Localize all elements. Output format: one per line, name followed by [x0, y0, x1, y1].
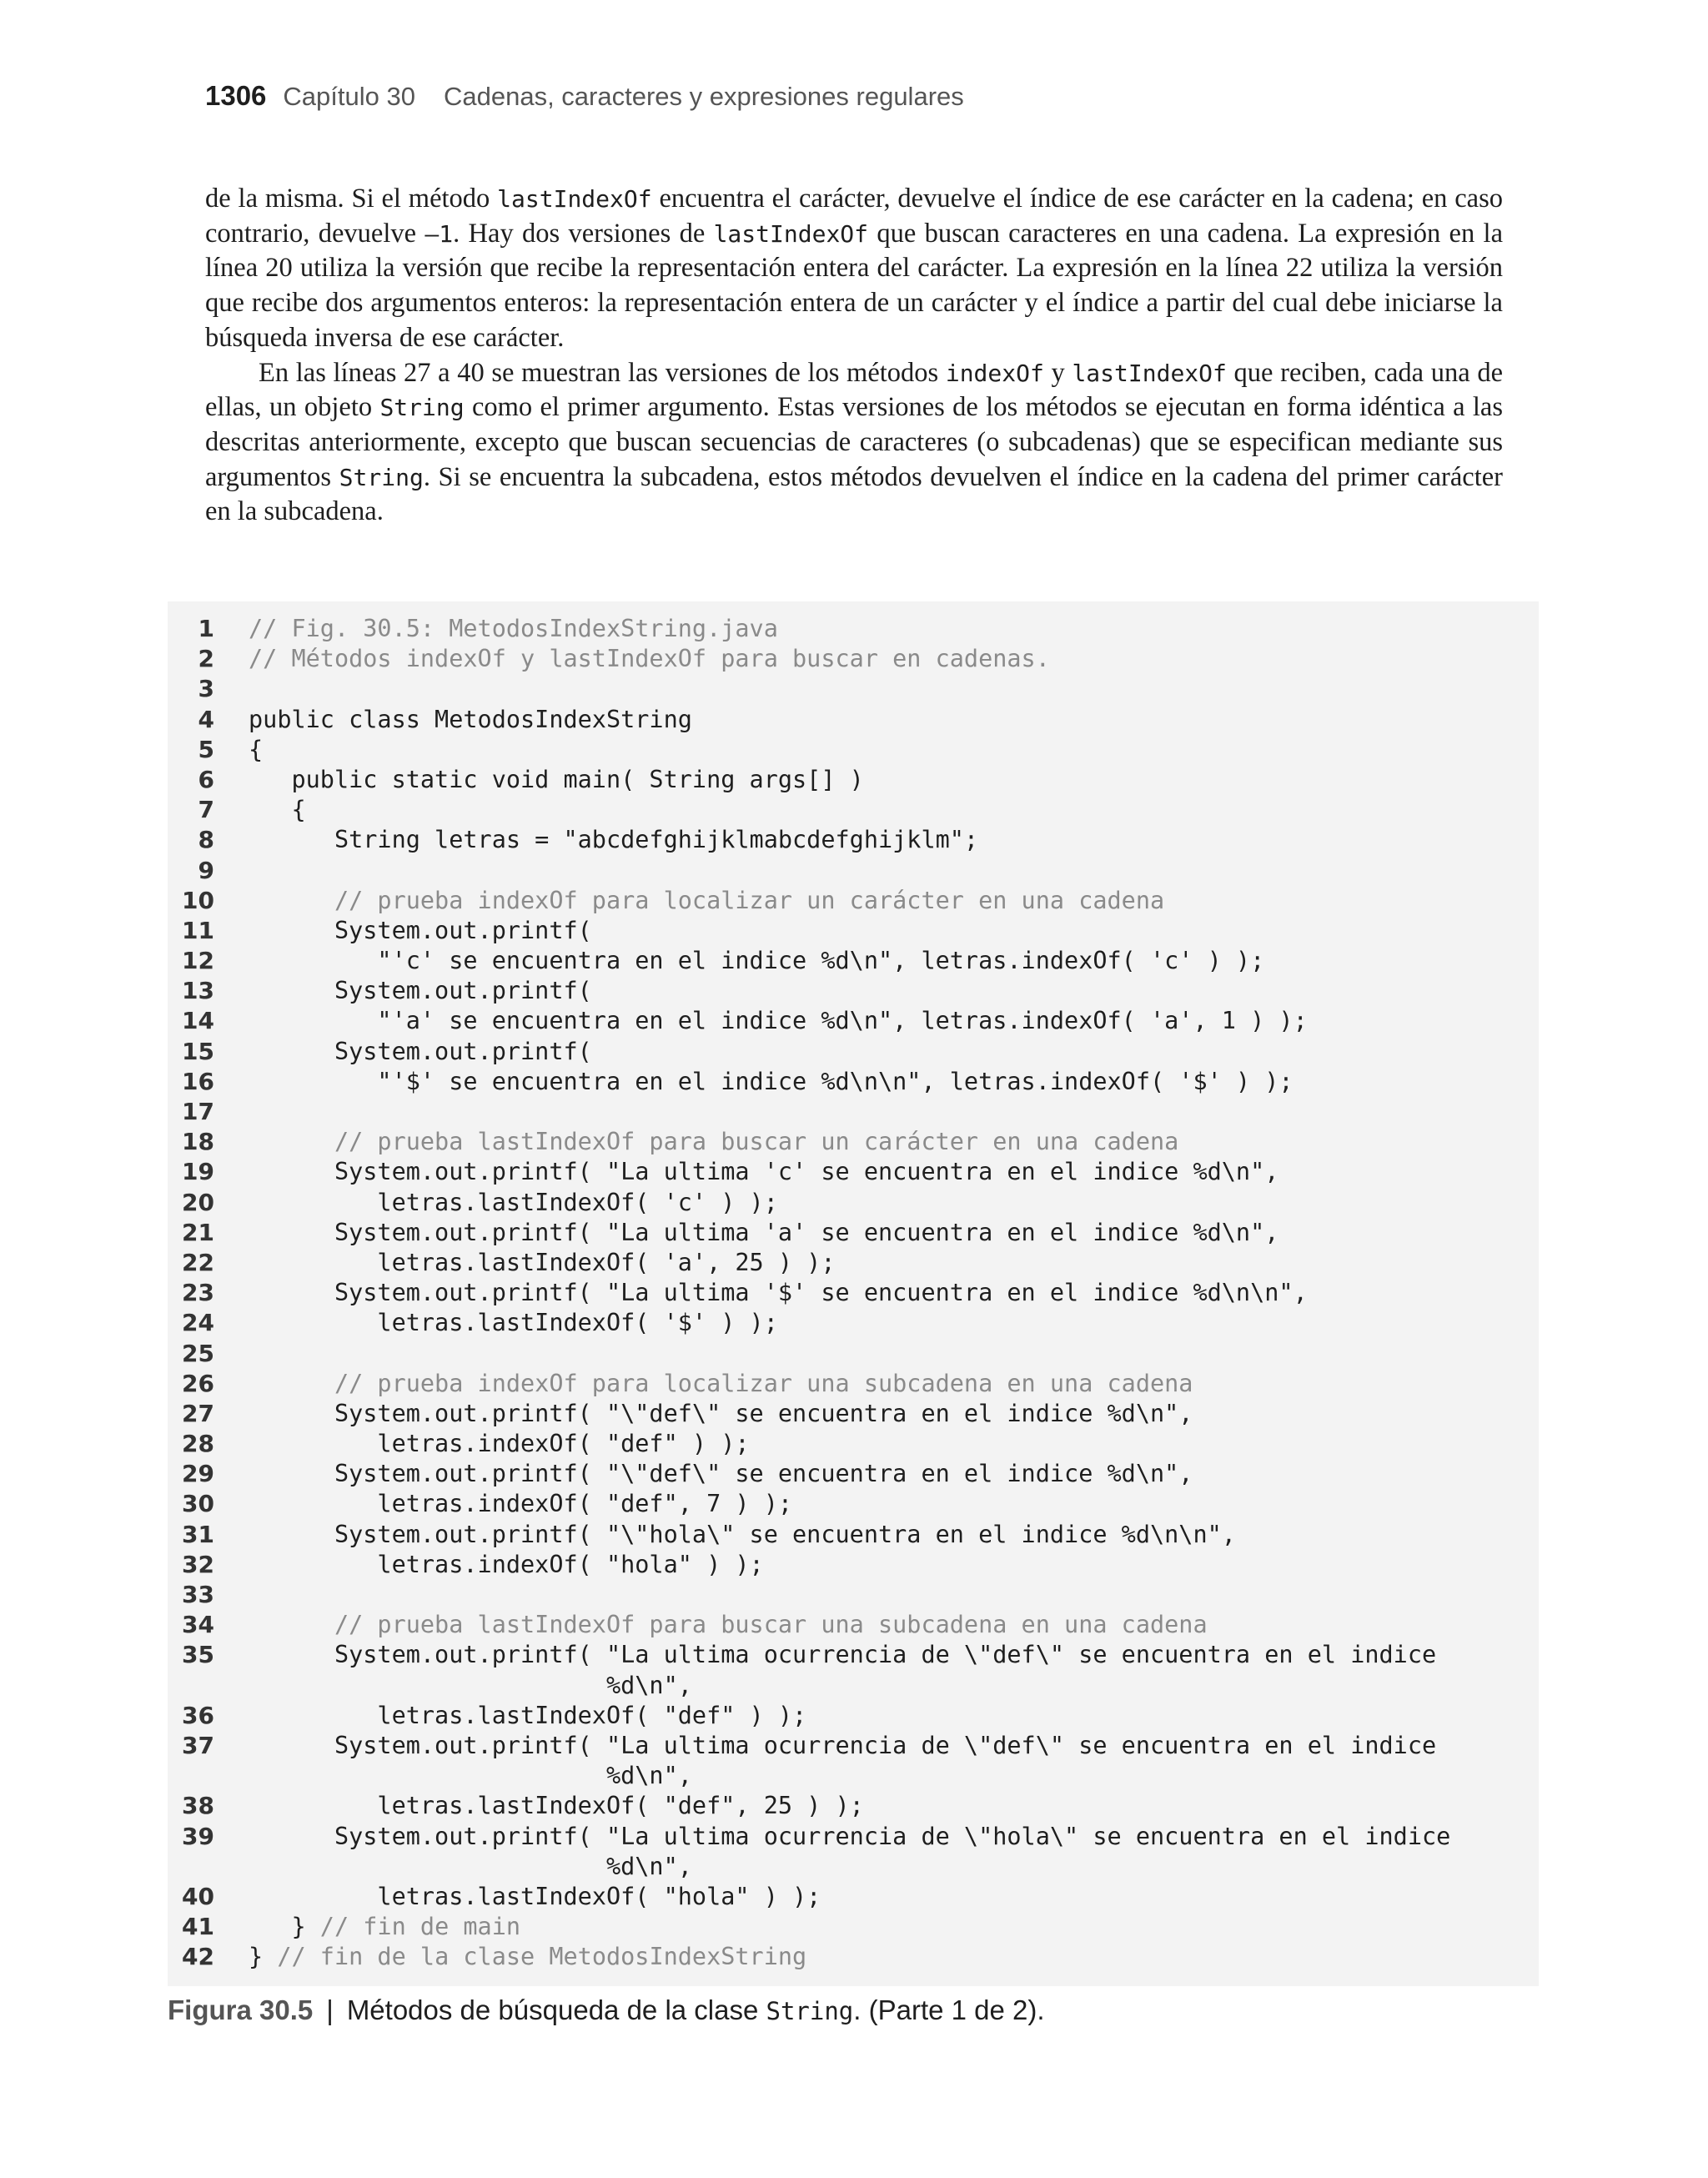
code-text: {	[249, 796, 306, 824]
line-number: 33	[182, 1581, 214, 1608]
code-text: // prueba lastIndexOf para buscar una subcadena en una cadena	[249, 1611, 1208, 1639]
code-text: System.out.printf( "La ultima ocurrencia de \"def\" se encuentra en el indice	[249, 1641, 1437, 1669]
code-line	[168, 1701, 1539, 1731]
code-comment: // fin de main	[319, 1913, 521, 1941]
paragraph-2	[205, 356, 1503, 531]
code-text: System.out.printf( "La ultima ocurrencia de \"def\" se encuentra en el indice	[249, 1731, 1437, 1759]
code-line	[168, 856, 1539, 886]
code-line	[168, 1791, 1539, 1821]
code-line	[168, 946, 1539, 976]
code-line	[168, 644, 1539, 674]
code-text: System.out.printf( "La ultima 'c' se encuentra en el indice %d\n",	[249, 1158, 1279, 1186]
line-number: 12	[182, 947, 214, 975]
inline-code: –1	[424, 219, 454, 248]
code-comment: // fin de la clase MetodosIndexString	[277, 1943, 807, 1971]
code-text: } // fin de main	[249, 1913, 521, 1941]
caption-text-end: . (Parte 1 de 2).	[853, 1994, 1045, 2025]
caption-separator: |	[326, 1994, 334, 2025]
line-number: 16	[182, 1067, 214, 1095]
line-number: 5	[198, 735, 214, 763]
line-number: 40	[182, 1882, 214, 1910]
code-text: System.out.printf(	[249, 977, 592, 1005]
code-line	[168, 1006, 1539, 1036]
line-number: 18	[182, 1128, 214, 1156]
text-run: y	[1043, 357, 1073, 388]
code-line	[168, 1822, 1539, 1852]
code-text: System.out.printf( "\"def\" se encuentra en el indice %d\n",	[249, 1460, 1193, 1488]
line-number: 9	[198, 856, 214, 884]
line-number: 8	[198, 826, 214, 854]
code-text: // Fig. 30.5: MetodosIndexString.java	[249, 615, 778, 642]
line-number: 29	[182, 1460, 214, 1488]
code-text: System.out.printf( "La ultima '$' se encuentra en el indice %d\n\n",	[249, 1279, 1308, 1307]
code-line	[168, 1610, 1539, 1640]
code-text: System.out.printf( "\"hola\" se encuentra en el indice %d\n\n",	[249, 1520, 1236, 1548]
code-listing	[168, 601, 1539, 1986]
code-text: %d\n",	[249, 1762, 692, 1790]
code-line	[168, 1520, 1539, 1550]
text-run: de la misma. Si el método	[205, 184, 498, 214]
inline-code: indexOf	[945, 359, 1044, 387]
line-number: 30	[182, 1490, 214, 1518]
text-run: En las líneas 27 a 40 se muestran las versiones de los métodos	[259, 357, 946, 388]
code-text: // prueba lastIndexOf para buscar un carácter en una cadena	[249, 1128, 1179, 1156]
figure-caption	[168, 1994, 1045, 2026]
code-text: System.out.printf( "La ultima ocurrencia de \"hola\" se encuentra en el indice	[249, 1822, 1451, 1850]
code-line	[168, 765, 1539, 795]
line-number: 15	[182, 1037, 214, 1065]
code-text: letras.lastIndexOf( "hola" ) );	[249, 1882, 821, 1910]
code-text: // Métodos indexOf y lastIndexOf para buscar en cadenas.	[249, 645, 1050, 673]
code-line	[168, 1489, 1539, 1519]
line-number: 23	[182, 1279, 214, 1307]
code-text: "'$' se encuentra en el indice %d\n\n", letras.indexOf( '$' ) );	[249, 1067, 1294, 1095]
code-text: %d\n",	[249, 1852, 692, 1880]
code-line	[168, 1188, 1539, 1218]
code-line	[168, 1761, 1539, 1791]
code-line	[168, 1248, 1539, 1278]
code-line	[168, 614, 1539, 644]
code-line	[168, 1459, 1539, 1489]
code-line	[168, 674, 1539, 704]
line-number: 17	[182, 1098, 214, 1125]
caption-code: String	[766, 1997, 854, 2025]
code-text: System.out.printf( "\"def\" se encuentra en el indice %d\n",	[249, 1399, 1193, 1427]
paragraph-1	[205, 182, 1503, 356]
code-line	[168, 1580, 1539, 1610]
code-text: } // fin de la clase MetodosIndexString	[249, 1943, 807, 1971]
line-number: 28	[182, 1430, 214, 1458]
line-number: 32	[182, 1550, 214, 1578]
line-number: 13	[182, 977, 214, 1005]
code-line	[168, 705, 1539, 735]
line-number: 25	[182, 1339, 214, 1367]
inline-code: lastIndexOf	[713, 219, 869, 248]
code-line	[168, 1308, 1539, 1338]
code-line	[168, 1399, 1539, 1429]
code-text: {	[249, 735, 264, 763]
line-number: 35	[182, 1641, 214, 1669]
code-text: "'a' se encuentra en el indice %d\n", letras.indexOf( 'a', 1 ) );	[249, 1007, 1308, 1035]
line-number: 3	[198, 675, 214, 703]
line-number: 11	[182, 916, 214, 944]
code-line	[168, 1640, 1539, 1670]
code-line	[168, 1912, 1539, 1942]
code-line	[168, 1218, 1539, 1248]
line-number: 7	[198, 796, 214, 824]
code-line	[168, 1278, 1539, 1308]
text-run: que buscan caracteres en una cadena. La expresión en la línea 20 utiliza la versión que recibe la representación entera del carácter. La expresión en la línea 22 utiliza la versión que recibe dos argumentos enteros: la representación entera de un carácter y el índice a partir del cual debe iniciarse la búsqueda inversa de ese carácter.	[205, 218, 1503, 353]
line-number: 14	[182, 1007, 214, 1035]
code-line	[168, 825, 1539, 855]
page-number: 1306	[205, 80, 267, 111]
line-number: 27	[182, 1399, 214, 1427]
code-line	[168, 1127, 1539, 1157]
line-number: 26	[182, 1369, 214, 1397]
line-number: 19	[182, 1158, 214, 1186]
code-lines	[168, 614, 1539, 1972]
text-run: . Hay dos versiones de	[453, 218, 714, 249]
line-number: 39	[182, 1822, 214, 1850]
code-text: System.out.printf( "La ultima 'a' se encuentra en el indice %d\n",	[249, 1218, 1279, 1246]
inline-code: String	[339, 463, 424, 491]
line-number: 2	[198, 645, 214, 673]
code-text: System.out.printf(	[249, 916, 592, 944]
text-run: que reciben, cada una de ellas, un objeto	[205, 357, 1503, 423]
code-line	[168, 1550, 1539, 1580]
code-text: letras.lastIndexOf( 'c' ) );	[249, 1188, 778, 1216]
code-text: letras.lastIndexOf( '$' ) );	[249, 1309, 778, 1337]
inline-code: lastIndexOf	[497, 185, 652, 213]
line-number: 31	[182, 1520, 214, 1548]
code-line	[168, 916, 1539, 946]
code-line	[168, 1037, 1539, 1067]
code-text: letras.indexOf( "hola" ) );	[249, 1550, 764, 1578]
code-line	[168, 1429, 1539, 1459]
line-number: 41	[182, 1913, 214, 1941]
code-line	[168, 735, 1539, 765]
code-line	[168, 1097, 1539, 1127]
code-text: // prueba indexOf para localizar una subcadena en una cadena	[249, 1369, 1193, 1397]
code-text: letras.indexOf( "def", 7 ) );	[249, 1490, 793, 1518]
code-text: public class MetodosIndexString	[249, 705, 692, 733]
code-line	[168, 1671, 1539, 1701]
code-text: %d\n",	[249, 1671, 692, 1699]
code-text: letras.lastIndexOf( "def", 25 ) );	[249, 1792, 864, 1820]
body-text	[205, 182, 1503, 530]
line-number: 24	[182, 1309, 214, 1337]
code-line	[168, 1369, 1539, 1399]
code-line	[168, 795, 1539, 825]
code-text: letras.indexOf( "def" ) );	[249, 1430, 750, 1458]
line-number: 10	[182, 886, 214, 914]
line-number: 37	[182, 1731, 214, 1759]
line-number: 20	[182, 1188, 214, 1216]
inline-code: String	[379, 394, 465, 422]
line-number: 1	[198, 615, 214, 642]
text-run: encuentra el carácter, devuelve el índice de ese carácter en la cadena; en caso contrario, devuelve	[205, 184, 1503, 249]
code-line	[168, 1067, 1539, 1097]
inline-code: lastIndexOf	[1072, 359, 1227, 387]
code-text: letras.lastIndexOf( 'a', 25 ) );	[249, 1248, 836, 1276]
line-number: 42	[182, 1943, 214, 1971]
code-text: // prueba indexOf para localizar un carácter en una cadena	[249, 886, 1165, 914]
code-text: "'c' se encuentra en el indice %d\n", letras.indexOf( 'c' ) );	[249, 947, 1265, 975]
code-line	[168, 1852, 1539, 1882]
caption-text: Métodos de búsqueda de la clase	[346, 1994, 766, 2025]
code-line	[168, 976, 1539, 1006]
code-line	[168, 1882, 1539, 1912]
line-number: 22	[182, 1248, 214, 1276]
line-number: 38	[182, 1792, 214, 1820]
code-line	[168, 1942, 1539, 1972]
line-number: 6	[198, 765, 214, 793]
code-text: public static void main( String args[] )	[249, 765, 864, 793]
chapter-label: Capítulo 30	[283, 82, 415, 111]
figure-label: Figura 30.5	[168, 1994, 314, 2025]
code-line	[168, 1157, 1539, 1187]
code-line	[168, 1731, 1539, 1761]
line-number: 36	[182, 1701, 214, 1729]
line-number: 34	[182, 1611, 214, 1639]
line-number: 4	[198, 705, 214, 733]
code-text: String letras = "abcdefghijklmabcdefghijklm";	[249, 826, 979, 854]
code-line	[168, 886, 1539, 916]
code-text: letras.lastIndexOf( "def" ) );	[249, 1701, 807, 1729]
line-number: 21	[182, 1218, 214, 1246]
code-line	[168, 1339, 1539, 1369]
code-text: System.out.printf(	[249, 1037, 592, 1065]
chapter-title: Cadenas, caracteres y expresiones regulares	[443, 82, 964, 111]
text-run: . Si se encuentra la subcadena, estos métodos devuelven el índice en la cadena del primer carácter en la subcadena.	[205, 461, 1504, 527]
text-run: como el primer argumento. Estas versiones de los métodos se ejecutan en forma idéntica a las descritas anteriormente, excepto que buscan secuencias de caracteres (o subcadenas) que se especifican mediante sus argumentos	[205, 392, 1503, 492]
running-header	[205, 80, 964, 112]
